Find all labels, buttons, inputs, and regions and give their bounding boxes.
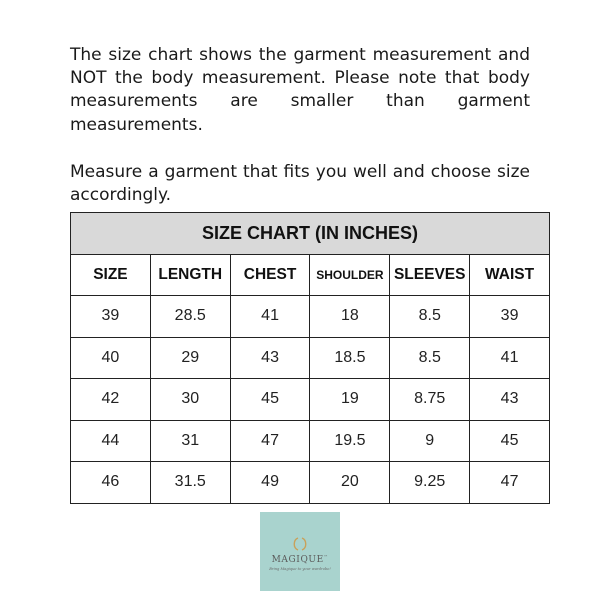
cell-shoulder: 19 xyxy=(310,379,390,421)
logo-brand-text: MAGIQUE xyxy=(271,554,324,565)
cell-shoulder: 19.5 xyxy=(310,420,390,462)
column-header-size: SIZE xyxy=(71,255,151,296)
cell-size: 42 xyxy=(71,379,151,421)
size-chart-title: SIZE CHART (IN INCHES) xyxy=(71,213,550,255)
table-row xyxy=(71,420,550,462)
cell-sleeves: 9.25 xyxy=(390,462,470,504)
logo-mark-icon xyxy=(290,537,310,551)
cell-length: 31 xyxy=(150,420,230,462)
cell-waist: 43 xyxy=(470,379,550,421)
table-row xyxy=(71,337,550,379)
cell-sleeves: 8.5 xyxy=(390,296,470,338)
cell-size: 46 xyxy=(71,462,151,504)
cell-chest: 45 xyxy=(230,379,310,421)
cell-length: 30 xyxy=(150,379,230,421)
table-row xyxy=(71,462,550,504)
logo-brand-name xyxy=(272,554,329,565)
cell-length: 29 xyxy=(150,337,230,379)
intro-paragraph-garment-note: The size chart shows the garment measurement and NOT the body measurement. Please note that body measurements are smaller than garment measurements. xyxy=(70,45,530,135)
size-chart-title-row xyxy=(71,213,550,255)
cell-length: 31.5 xyxy=(150,462,230,504)
cell-shoulder: 18 xyxy=(310,296,390,338)
cell-waist: 39 xyxy=(470,296,550,338)
cell-sleeves: 8.5 xyxy=(390,337,470,379)
intro-paragraph-measure-tip: Measure a garment that fits you well and choose size accordingly. xyxy=(70,162,530,206)
brand-logo xyxy=(260,512,340,591)
cell-chest: 41 xyxy=(230,296,310,338)
table-row xyxy=(71,379,550,421)
logo-tagline: Bring Magique to your wardrobe! xyxy=(269,566,331,571)
column-header-waist: WAIST xyxy=(470,255,550,296)
cell-size: 44 xyxy=(71,420,151,462)
size-chart-header-row xyxy=(71,255,550,296)
cell-sleeves: 9 xyxy=(390,420,470,462)
cell-sleeves: 8.75 xyxy=(390,379,470,421)
cell-chest: 49 xyxy=(230,462,310,504)
column-header-shoulder: SHOULDER xyxy=(310,255,390,296)
column-header-sleeves: SLEEVES xyxy=(390,255,470,296)
column-header-chest: CHEST xyxy=(230,255,310,296)
logo-trademark: ™ xyxy=(323,553,329,559)
cell-waist: 47 xyxy=(470,462,550,504)
table-row xyxy=(71,296,550,338)
size-chart-table xyxy=(70,212,550,504)
cell-length: 28.5 xyxy=(150,296,230,338)
cell-shoulder: 20 xyxy=(310,462,390,504)
cell-size: 40 xyxy=(71,337,151,379)
column-header-length: LENGTH xyxy=(150,255,230,296)
cell-chest: 43 xyxy=(230,337,310,379)
cell-size: 39 xyxy=(71,296,151,338)
cell-waist: 45 xyxy=(470,420,550,462)
cell-shoulder: 18.5 xyxy=(310,337,390,379)
cell-waist: 41 xyxy=(470,337,550,379)
cell-chest: 47 xyxy=(230,420,310,462)
